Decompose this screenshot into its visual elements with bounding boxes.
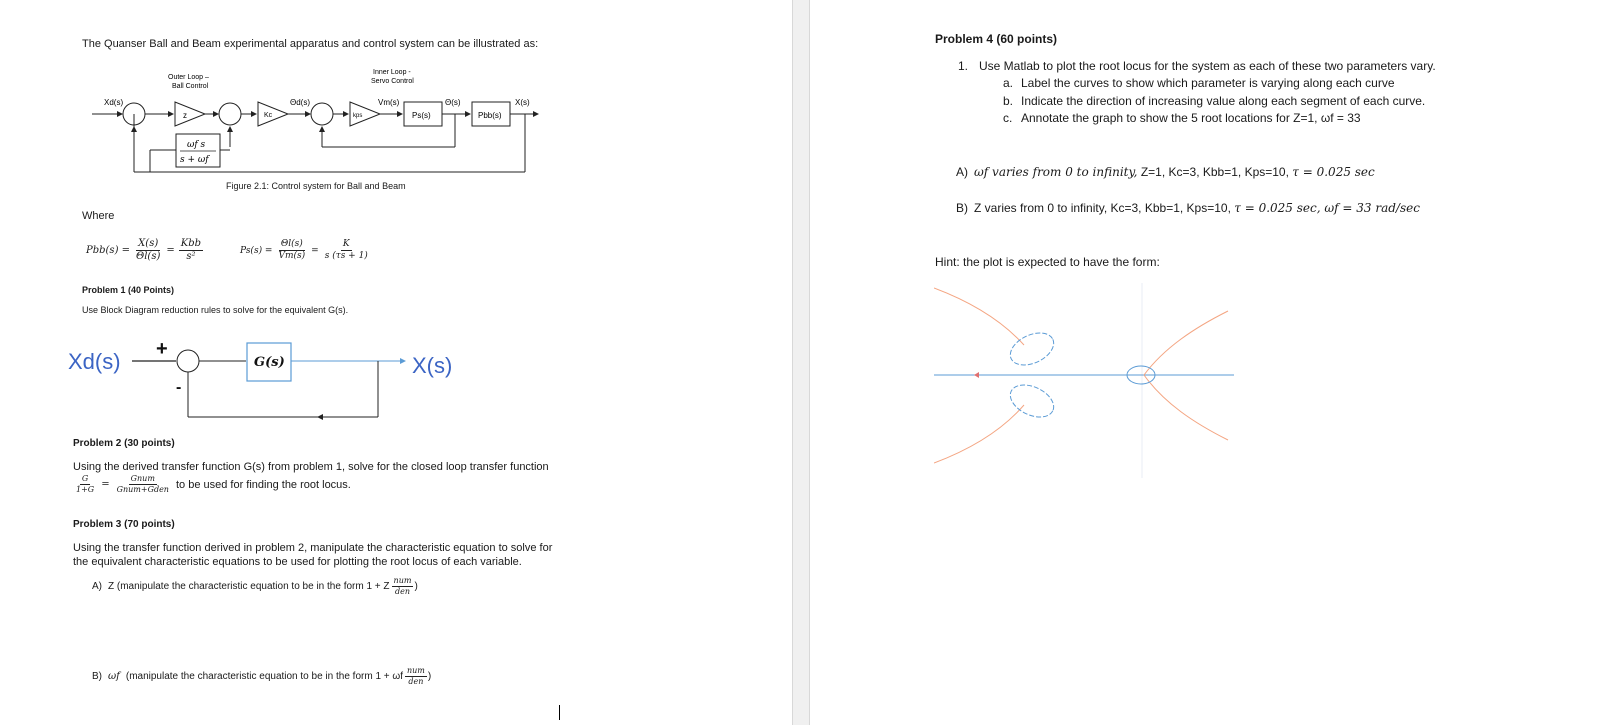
where-label: Where bbox=[82, 210, 115, 222]
case-B bbox=[956, 201, 1420, 215]
diagram-filter-den: s + ωf bbox=[180, 155, 209, 165]
problem1-title: Problem 1 (40 Points) bbox=[82, 285, 175, 295]
p3a-num: num bbox=[393, 576, 412, 585]
p3b-close: ) bbox=[427, 671, 432, 682]
diagram-ps-block: Ps(s) bbox=[412, 111, 431, 120]
problem3-part-a bbox=[92, 577, 418, 596]
p2-tail: to be used for finding the root locus. bbox=[175, 478, 351, 491]
simple-minus: - bbox=[176, 379, 182, 396]
diagram-kc-block: Kc bbox=[264, 112, 273, 119]
orange-branch-lower-right bbox=[1144, 375, 1228, 440]
case-A bbox=[956, 165, 1375, 179]
diagram-inner-loop-2: Servo Control bbox=[371, 78, 414, 85]
diagram-xd: Xd(s) bbox=[104, 98, 124, 107]
eq-ps-den1: Vm(s) bbox=[278, 251, 306, 261]
text-cursor bbox=[559, 705, 560, 720]
problem2-text: Using the derived transfer function G(s) from problem 1, solve for the closed loop transfer function bbox=[73, 461, 549, 473]
problem2-formula bbox=[73, 475, 351, 494]
p3b-label: B) bbox=[92, 671, 102, 682]
diagram-theta-d: Θd(s) bbox=[290, 98, 310, 107]
intro-text: The Quanser Ball and Beam experimental apparatus and control system can be illustrated as: bbox=[82, 38, 539, 50]
hint-text: Hint: the plot is expected to have the form: bbox=[935, 255, 1160, 269]
orange-branch-upper-right bbox=[1144, 311, 1228, 375]
item-c-text: Annotate the graph to show the 5 root locations for Z=1, ωf = 33 bbox=[1021, 111, 1361, 125]
p2-frac2-num: Gnum bbox=[130, 474, 155, 483]
eq-pbb bbox=[86, 239, 204, 262]
diagram-theta: Θ(s) bbox=[445, 98, 461, 107]
p3a-text: Z (manipulate the characteristic equation to be in the form 1 + Z bbox=[108, 581, 390, 592]
p2-frac2-den: Gnum+Gden bbox=[116, 485, 169, 494]
diagram-z-block: z bbox=[183, 111, 187, 120]
diagram-kps-block: kps bbox=[353, 113, 363, 119]
diagram-xs: X(s) bbox=[515, 98, 530, 107]
item-b-label: b. bbox=[1003, 94, 1014, 108]
eq-pbb-num1: X(s) bbox=[138, 238, 159, 249]
case-B-tau: τ = 0.025 sec, ωf = 33 rad/sec bbox=[1234, 201, 1420, 215]
page-gutter bbox=[792, 0, 810, 725]
problem4-title: Problem 4 (60 points) bbox=[935, 32, 1058, 46]
item1-number: 1. bbox=[958, 59, 969, 73]
eq-ps bbox=[240, 240, 371, 261]
blue-loop-upper bbox=[1005, 327, 1059, 372]
simple-plus: + bbox=[156, 338, 168, 360]
diagram-inner-loop-1: Inner Loop - bbox=[373, 69, 411, 76]
eq-pbb-den1: Θl(s) bbox=[136, 251, 161, 262]
diagram-outer-loop-2: Ball Control bbox=[172, 83, 209, 90]
item-b-text: Indicate the direction of increasing value along each segment of each curve. bbox=[1021, 94, 1426, 108]
problem3-text-2: the equivalent characteristic equations to be used for plotting the root locus of each variable. bbox=[73, 556, 522, 568]
diagram-outer-loop-1: Outer Loop – bbox=[168, 74, 209, 81]
direction-arrow bbox=[974, 372, 979, 378]
p3b-den: den bbox=[408, 677, 424, 686]
item1-text: Use Matlab to plot the root locus for the system as each of these two parameters vary. bbox=[979, 59, 1436, 73]
right-page bbox=[810, 0, 1604, 725]
eq-ps-num2: K bbox=[342, 239, 350, 249]
case-B-label: B) bbox=[956, 201, 968, 215]
eq-ps-mid: = bbox=[311, 245, 319, 256]
problem3-title: Problem 3 (70 points) bbox=[73, 519, 175, 530]
item-c-label: c. bbox=[1003, 111, 1013, 125]
problem2-title: Problem 2 (30 points) bbox=[73, 438, 175, 449]
diagram-filter-num: ωf s bbox=[187, 140, 206, 150]
simple-x: X(s) bbox=[412, 353, 453, 378]
problem1-text: Use Block Diagram reduction rules to solve for the equivalent G(s). bbox=[82, 305, 349, 315]
case-A-tau: τ = 0.025 sec bbox=[1292, 165, 1375, 179]
p2-equals: = bbox=[101, 479, 110, 490]
root-locus-sketch bbox=[934, 283, 1234, 478]
eq-pbb-num2: Kbb bbox=[180, 238, 202, 249]
p3a-den: den bbox=[394, 587, 410, 596]
p3b-text: (manipulate the characteristic equation to be in the form 1 + ωf bbox=[125, 671, 403, 682]
p2-frac1-num: G bbox=[81, 474, 89, 483]
eq-pbb-mid: = bbox=[166, 245, 175, 256]
case-A-italic: ωf varies from 0 to infinity, bbox=[974, 165, 1138, 179]
item-a-text: Label the curves to show which parameter is varying along each curve bbox=[1021, 76, 1395, 90]
eq-ps-num1: Θl(s) bbox=[280, 239, 303, 249]
eq-pbb-lhs: Pbb(s) = bbox=[86, 245, 131, 256]
p2-frac1-den: 1+G bbox=[76, 485, 95, 494]
p3a-close: ) bbox=[414, 581, 418, 592]
p3a-label: A) bbox=[92, 581, 102, 592]
diagram-pbb-block: Pbb(s) bbox=[478, 111, 502, 120]
feedback-diagram bbox=[60, 335, 480, 425]
orange-branch-lower-left bbox=[934, 405, 1024, 463]
left-page bbox=[0, 0, 792, 725]
problem3-part-b bbox=[92, 667, 431, 686]
orange-branch-upper-left bbox=[934, 288, 1024, 345]
case-B-text: Z varies from 0 to infinity, Kc=3, Kbb=1, Kps=10, bbox=[974, 201, 1235, 215]
p3b-var: ωf bbox=[108, 671, 120, 682]
p3b-num: num bbox=[406, 666, 425, 675]
problem3-text-1: Using the transfer function derived in problem 2, manipulate the characteristic equation to solve for bbox=[73, 542, 553, 554]
case-A-label: A) bbox=[956, 165, 968, 179]
item-a-label: a. bbox=[1003, 76, 1014, 90]
eq-pbb-den2: s² bbox=[186, 251, 196, 262]
eq-ps-den2: s (τs + 1) bbox=[324, 251, 368, 261]
case-A-text: Z=1, Kc=3, Kbb=1, Kps=10, bbox=[1137, 165, 1293, 179]
diagram-vm: Vm(s) bbox=[378, 98, 400, 107]
simple-g-block: G(s) bbox=[254, 355, 285, 370]
eq-ps-lhs: Ps(s) = bbox=[240, 245, 273, 256]
figure-caption: Figure 2.1: Control system for Ball and Beam bbox=[226, 181, 406, 191]
block-diagram bbox=[70, 62, 570, 192]
simple-xd: Xd(s) bbox=[68, 349, 121, 374]
